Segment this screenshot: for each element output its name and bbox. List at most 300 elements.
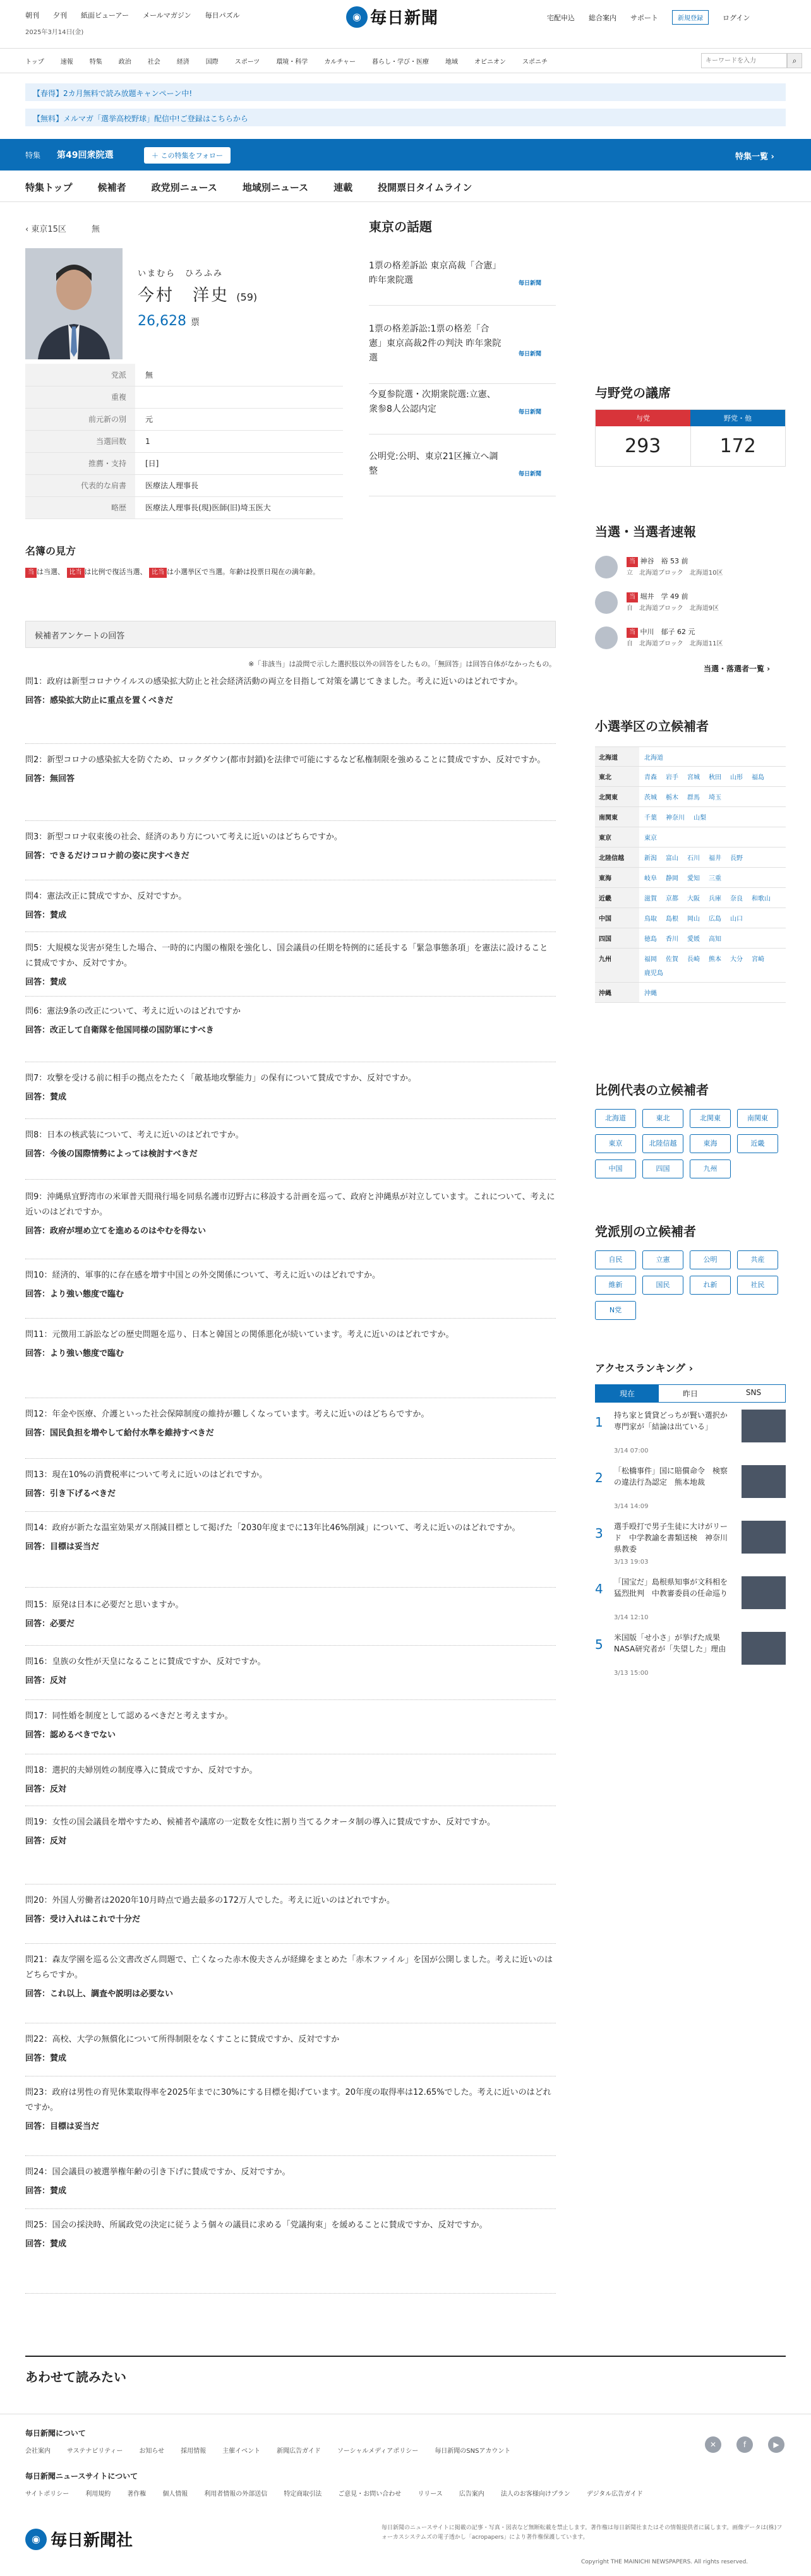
answer-label: 回答：	[25, 2239, 51, 2249]
prefecture-link[interactable]: 石川	[687, 855, 700, 862]
region-name: 東京	[595, 827, 639, 847]
header-link[interactable]: サポート	[630, 13, 658, 22]
pr-elected-badge: 比当	[67, 568, 85, 578]
party-button[interactable]: れ新	[690, 1276, 731, 1295]
survey-item	[25, 1071, 556, 1119]
seats-title: 与野党の議席	[595, 385, 671, 400]
ruling-label: 与党	[596, 410, 690, 426]
elected-badge: 当	[627, 592, 638, 602]
survey-question: 問8：日本の核武装について、考えに近いのはどれですか。	[25, 1130, 244, 1140]
follow-button[interactable]: ＋ この特集をフォロー	[144, 147, 231, 164]
survey-question: 問6：憲法9条の改正について、考えに近いのはどれですか	[25, 1007, 241, 1016]
prefecture-link[interactable]: 徳島	[644, 936, 657, 943]
prefecture-link[interactable]: 大分	[730, 956, 743, 963]
info-key: 推薦・支持	[25, 452, 135, 474]
region-name: 中国	[595, 908, 639, 928]
prefecture-link[interactable]: 神奈川	[666, 815, 685, 822]
header-link[interactable]: 宅配申込	[547, 13, 575, 22]
footer-link[interactable]: 法人のお客様向けプラン	[500, 2491, 570, 2498]
prefecture-link[interactable]: 静岡	[666, 875, 678, 882]
prefecture-link[interactable]: 滋賀	[644, 896, 657, 902]
party-button[interactable]: 国民	[642, 1276, 683, 1295]
answer-label: 回答：	[25, 1349, 51, 1358]
prefecture-link[interactable]: 岐阜	[644, 875, 657, 882]
footer-link[interactable]: 会社案内	[25, 2448, 51, 2455]
top-link[interactable]: 朝刊	[25, 11, 39, 20]
prefecture-link[interactable]: 三重	[709, 875, 721, 882]
answer-value: 賛成	[50, 2186, 67, 2196]
opposition-seats: 172	[719, 435, 756, 457]
site-logo[interactable]	[346, 5, 438, 28]
winner-detail: 自 北海道ブロック 北海道11区	[627, 640, 723, 647]
rank-number: 4	[595, 1581, 603, 1597]
prefecture-link[interactable]: 北海道	[644, 755, 663, 762]
rank-number: 1	[595, 1415, 603, 1430]
prefecture-link[interactable]: 宮崎	[752, 956, 764, 963]
footer-link[interactable]: サイトポリシー	[25, 2491, 69, 2498]
answer-label: 回答：	[25, 1226, 51, 1236]
pr-block-button[interactable]: 四国	[642, 1159, 683, 1178]
answer-value: 今後の国際情勢によっては検討すべきだ	[50, 1149, 198, 1159]
footer-link[interactable]: 主催イベント	[222, 2448, 261, 2455]
footer-link[interactable]: サステナビリティー	[67, 2448, 123, 2455]
prefecture-list	[639, 747, 786, 766]
subnav-item[interactable]: 特集トップ	[25, 182, 73, 193]
pr-block-button[interactable]: 東海	[690, 1134, 731, 1153]
party-button[interactable]: 自民	[595, 1250, 636, 1269]
ranking-item[interactable]	[595, 1465, 786, 1523]
prefecture-link[interactable]: 長野	[730, 855, 743, 862]
answer-label: 回答：	[25, 1489, 51, 1499]
answer-value: 必要だ	[50, 1619, 75, 1629]
answer-value: 改正して自衛隊を他国同様の国防軍にすべき	[50, 1026, 214, 1035]
twitter-icon[interactable]: ✕	[705, 2436, 721, 2453]
survey-answer	[25, 1023, 556, 1035]
survey-question: 問4：憲法改正に賛成ですか、反対ですか。	[25, 892, 187, 901]
candidate-kana: いまむら ひろふみ	[138, 269, 224, 279]
prefecture-link[interactable]: 鳥取	[644, 916, 657, 923]
prefecture-link[interactable]: 熊本	[709, 956, 721, 963]
subnav-item[interactable]: 候補者	[97, 182, 126, 193]
prefecture-link[interactable]: 栃木	[666, 794, 678, 801]
nav-item[interactable]: 社会	[147, 59, 160, 66]
survey-answer	[25, 2119, 556, 2131]
subnav-item[interactable]: 投開票日タイムライン	[378, 182, 472, 193]
answer-label: 回答：	[25, 696, 51, 705]
top-bar	[0, 0, 811, 36]
prefecture-link[interactable]: 千葉	[644, 815, 657, 822]
answer-label: 回答：	[25, 911, 51, 920]
elected-badge: 当	[25, 568, 37, 578]
prefecture-link[interactable]: 秋田	[709, 774, 721, 781]
main-nav	[0, 48, 811, 73]
elected-badge: 当	[627, 557, 638, 567]
answer-value: より強い態度で臨む	[50, 1290, 124, 1299]
rank-title: 持ち家と賃貸どっちが賢い選択か 専門家が「結論は出ている」	[614, 1411, 735, 1431]
survey-question: 問21：森友学園を巡る公文書改ざん問題で、亡くなった赤木俊夫さんが経緯をまとめた「赤木ファイル」を国が公開しました。考えに近いのはどちらですか。	[25, 1955, 553, 1980]
ranking-item[interactable]	[595, 1576, 786, 1634]
answer-label: 回答：	[25, 1915, 51, 1924]
answer-value: 賛成	[50, 2239, 67, 2249]
survey-question: 問22：高校、大学の無償化について所得制限をなくすことに賛成ですか、反対ですか	[25, 2035, 340, 2044]
prefecture-link[interactable]: 青森	[644, 774, 657, 781]
info-row	[25, 496, 343, 518]
footer-link[interactable]: 個人情報	[162, 2491, 188, 2498]
logo-emblem-icon: ◉	[346, 6, 368, 28]
nav-item[interactable]: 速報	[60, 59, 73, 66]
district-elected-badge: 比当	[149, 568, 167, 578]
footer-link[interactable]: お知らせ	[139, 2448, 165, 2455]
nav-item[interactable]: 国際	[205, 59, 219, 66]
prefecture-list	[639, 908, 786, 928]
winner-name-line	[627, 591, 688, 602]
rank-number: 3	[595, 1526, 603, 1541]
party-button[interactable]: 共産	[737, 1250, 778, 1269]
signup-button[interactable]: 新規登録	[672, 10, 709, 25]
youtube-icon[interactable]: ▶	[768, 2436, 784, 2453]
winner-item[interactable]	[595, 553, 786, 586]
winner-name: 堀井 学	[640, 592, 668, 601]
topic-title: 今夏参院選・次期衆院選:立憲、衆参8人公認内定	[369, 390, 496, 414]
answer-value: 目標は妥当だ	[50, 2122, 100, 2131]
prefecture-link[interactable]: 高知	[709, 936, 721, 943]
survey-answer	[25, 1487, 556, 1499]
pr-chips	[595, 1109, 786, 1178]
special-title[interactable]: 第49回衆院選	[57, 150, 114, 160]
legend-part: は比例で復活当選、	[84, 568, 147, 576]
survey-answer	[25, 1224, 556, 1236]
survey-question: 問20：外国人労働者は2020年10月時点で過去最多の172万人でした。考えに近いのはどれですか。	[25, 1896, 395, 1905]
prefecture-link[interactable]: 福岡	[644, 956, 657, 963]
party-button[interactable]: 社民	[737, 1276, 778, 1295]
survey-question: 問7：攻撃を受ける前に相手の拠点をたたく「敵基地攻撃能力」の保有について賛成ですか、反対ですか。	[25, 1074, 417, 1083]
nav-item[interactable]: 経済	[176, 59, 189, 66]
login-link[interactable]: ログイン	[723, 13, 750, 22]
prefecture-link[interactable]: 島根	[666, 916, 678, 923]
footer-link[interactable]: 広告案内	[459, 2491, 484, 2498]
pr-block-button[interactable]: 九州	[690, 1159, 731, 1178]
footer-heading: 毎日新聞について	[25, 2429, 86, 2438]
prefecture-link[interactable]: 宮城	[687, 774, 700, 781]
search-input[interactable]	[701, 53, 787, 68]
promo-banner[interactable]: 【春得】2カ月無料で読み放題キャンペーン中!	[25, 83, 786, 101]
survey-item	[25, 2165, 556, 2209]
info-value: 医療法人理事長	[135, 474, 343, 496]
tokyo-topic-item[interactable]	[369, 450, 556, 496]
special-list-link[interactable]: 特集一覧 ›	[735, 152, 774, 162]
prefecture-link[interactable]: 富山	[666, 855, 678, 862]
survey-answer	[25, 2051, 556, 2063]
winner-item[interactable]	[595, 624, 786, 657]
nav-item[interactable]: 環境・科学	[276, 59, 308, 66]
survey-header: 候補者アンケートの回答	[25, 621, 556, 648]
answer-value: 認めるべきでない	[50, 1730, 116, 1740]
info-row	[25, 452, 343, 474]
footer-link[interactable]: ご意見・お問い合わせ	[338, 2491, 402, 2498]
avatar	[595, 626, 618, 649]
survey-item	[25, 1655, 556, 1700]
subnav-item[interactable]: 政党別ニュース	[151, 182, 217, 193]
survey-question: 問11：元徴用工訴訟などの歴史問題を巡り、日本と韓国との関係悪化が続いています。考えに近いのはどれですか。	[25, 1330, 454, 1339]
prefecture-link[interactable]: 鹿児島	[644, 969, 663, 977]
winner-detail: 自 北海道ブロック 北海道9区	[627, 605, 719, 612]
prefecture-list	[639, 848, 786, 867]
nav-item[interactable]: スポニチ	[522, 59, 548, 66]
facebook-icon[interactable]: f	[736, 2436, 753, 2453]
footer-link[interactable]: リリース	[418, 2491, 443, 2498]
ranking-item[interactable]	[595, 1632, 786, 1690]
footer-link[interactable]: 著作権	[127, 2491, 147, 2498]
tokyo-topic-item[interactable]	[369, 388, 556, 434]
survey-question: 問15：原発は日本に必要だと思いますか。	[25, 1600, 184, 1610]
party-title: 党派別の立候補者	[595, 1224, 696, 1239]
ranking-title[interactable]: アクセスランキング ›	[595, 1362, 694, 1374]
survey-question: 問2：新型コロナの感染拡大を防ぐため、ロックダウン(都市封鎖)を法律で可能にするなど私権制限を強めることに賛成ですか、反対ですか。	[25, 755, 546, 765]
survey-item	[25, 1521, 556, 1588]
top-link[interactable]: 夕刊	[53, 11, 67, 20]
party-status: 無	[92, 225, 100, 234]
ranking-item[interactable]	[595, 1521, 786, 1579]
survey-question: 問19：女性の国会議員を増やすため、候補者や議席の一定数を女性に割り当てるクオータ制の導入に賛成ですか、反対ですか。	[25, 1818, 496, 1827]
tab-sns[interactable]: SNS	[745, 1388, 762, 1397]
prefecture-link[interactable]: 新潟	[644, 855, 657, 862]
nav-item[interactable]: トップ	[25, 59, 44, 66]
survey-answer	[25, 1426, 556, 1438]
answer-value: 無回答	[50, 774, 75, 784]
info-key: 党派	[25, 364, 135, 386]
survey-item	[25, 1407, 556, 1459]
rank-date: 3/14 14:09	[614, 1503, 649, 1510]
rank-date: 3/13 15:00	[614, 1670, 649, 1677]
answer-value: 国民負担を増やして給付水準を維持すべきだ	[50, 1429, 214, 1438]
rank-thumbnail	[742, 1521, 786, 1554]
rank-date: 3/14 07:00	[614, 1447, 649, 1454]
info-key: 代表的な肩書	[25, 474, 135, 496]
top-link[interactable]: 毎日パズル	[205, 11, 240, 20]
prefecture-link[interactable]: 愛媛	[687, 936, 700, 943]
pr-block-button[interactable]: 北陸信越	[642, 1134, 683, 1153]
pr-block-button[interactable]: 東北	[642, 1109, 683, 1128]
prefecture-link[interactable]: 広島	[709, 916, 721, 923]
answer-label: 回答：	[25, 1619, 51, 1629]
rank-title: 米国版「せ小さ」が挙げた成果 NASA研究者が「失望した」理由	[614, 1633, 728, 1653]
answer-value: 目標は妥当だ	[50, 1542, 100, 1552]
prefecture-link[interactable]: 山梨	[694, 815, 706, 822]
district-label[interactable]: 東京15区	[31, 225, 66, 234]
district-row	[595, 767, 786, 787]
topic-logo: 毎日新聞	[504, 453, 556, 493]
info-value: 元	[135, 408, 343, 430]
tab-current[interactable]: 現在	[596, 1385, 659, 1402]
footer-link[interactable]: デジタル広告ガイド	[586, 2491, 643, 2498]
top-link[interactable]: 紙面ビューアー	[81, 11, 129, 20]
pr-block-button[interactable]: 東京	[595, 1134, 636, 1153]
prefecture-link[interactable]: 香川	[666, 936, 678, 943]
avatar	[595, 556, 618, 578]
prefecture-link[interactable]: 埼玉	[709, 794, 721, 801]
logo-emblem-icon: ◉	[25, 2529, 47, 2550]
footer-link[interactable]: 毎日新聞のSNSアカウント	[435, 2448, 511, 2455]
prefecture-link[interactable]: 東京	[644, 835, 657, 842]
survey-answer	[25, 1617, 556, 1629]
prefecture-link[interactable]: 長崎	[687, 956, 700, 963]
party-button[interactable]: 公明	[690, 1250, 731, 1269]
answer-value: 賛成	[50, 2054, 67, 2063]
winner-item[interactable]	[595, 589, 786, 621]
prefecture-link[interactable]: 和歌山	[752, 896, 771, 902]
answer-value: 反対	[50, 1785, 67, 1794]
legend-title: 名簿の見方	[25, 545, 76, 557]
survey-question: 問14：政府が新たな温室効果ガス削減目標として掲げた「2030年度までに13年比46%削減」について、考えに近いのはどれですか。	[25, 1523, 520, 1533]
search-icon[interactable]: ⌕	[787, 53, 802, 68]
answer-value: 政府が埋め立てを進めるのはやむを得ない	[50, 1226, 207, 1236]
nav-item[interactable]: 暮らし・学び・医療	[372, 59, 430, 66]
special-label: 特集	[25, 151, 41, 160]
survey-item	[25, 1004, 556, 1062]
survey-answer	[25, 1912, 556, 1924]
related-title: あわせて読みたい	[25, 2369, 126, 2385]
survey-item	[25, 1709, 556, 1754]
winners-more-link[interactable]: 当選・落選者一覧 ›	[704, 664, 771, 673]
prefecture-link[interactable]: 群馬	[687, 794, 700, 801]
pr-block-button[interactable]: 近畿	[737, 1134, 778, 1153]
survey-item	[25, 1763, 556, 1806]
prefecture-list	[639, 767, 786, 786]
answer-value: より強い態度で臨む	[50, 1349, 124, 1358]
footer-link[interactable]: 利用規約	[85, 2491, 111, 2498]
pr-block-button[interactable]: 北海道	[595, 1109, 636, 1128]
rank-thumbnail	[742, 1465, 786, 1498]
top-links	[25, 10, 240, 20]
ranking-tabs	[595, 1384, 786, 1403]
footer-link[interactable]: 新聞広告ガイド	[277, 2448, 321, 2455]
answer-label: 回答：	[25, 1989, 51, 1999]
account-links	[547, 10, 750, 25]
pr-block-button[interactable]: 北関東	[690, 1109, 731, 1128]
answer-label: 回答：	[25, 1093, 51, 1102]
rank-thumbnail	[742, 1632, 786, 1665]
survey-answer	[25, 2237, 556, 2249]
answer-value: できるだけコロナ前の姿に戻すべきだ	[50, 851, 189, 861]
header-link[interactable]: 総合案内	[589, 13, 616, 22]
rank-title: 「国宝だ」島根県知事が文科相を猛烈批判 中教審委員の任命巡り	[614, 1578, 728, 1598]
party-button[interactable]: 維新	[595, 1276, 636, 1295]
top-link[interactable]: メールマガジン	[143, 11, 191, 20]
survey-answer	[25, 1674, 556, 1686]
ranking-item[interactable]	[595, 1410, 786, 1468]
region-name: 沖縄	[595, 983, 639, 1002]
survey-answer	[25, 1782, 556, 1794]
answer-label: 回答：	[25, 1730, 51, 1740]
info-row	[25, 386, 343, 408]
prefecture-link[interactable]: 佐賀	[666, 956, 678, 963]
pr-block-button[interactable]: 南関東	[737, 1109, 778, 1128]
pr-title: 比例代表の立候補者	[595, 1082, 709, 1098]
prefecture-link[interactable]: 愛知	[687, 875, 700, 882]
footer-link[interactable]: 特定商取引法	[284, 2491, 322, 2498]
answer-value: 賛成	[50, 911, 67, 920]
party-button[interactable]: 立憲	[642, 1250, 683, 1269]
topic-title: 公明党:公明、東京21区擁立へ調整	[369, 452, 498, 476]
survey-item	[25, 753, 556, 821]
answer-label: 回答：	[25, 1542, 51, 1552]
tab-yesterday[interactable]: 昨日	[682, 1389, 698, 1398]
prefecture-link[interactable]: 奈良	[730, 896, 743, 902]
prefecture-link[interactable]: 大阪	[687, 896, 700, 902]
info-key: 当選回数	[25, 430, 135, 452]
region-name: 北関東	[595, 787, 639, 806]
survey-item	[25, 1190, 556, 1259]
prefecture-link[interactable]: 岡山	[687, 916, 700, 923]
tokyo-topic-item[interactable]	[369, 259, 556, 306]
info-key: 略歴	[25, 496, 135, 518]
prefecture-link[interactable]: 京都	[666, 896, 678, 902]
nav-item[interactable]: 政治	[118, 59, 131, 66]
nav-item[interactable]: オピニオン	[474, 59, 507, 66]
footer-logo[interactable]	[25, 2527, 133, 2551]
survey-answer	[25, 1346, 556, 1358]
survey-question: 問9：沖縄県宜野湾市の米軍普天間飛行場を同県名護市辺野古に移設する計画を巡って、政府と沖縄県が対立しています。これについて、考えに近いのはどれですか。	[25, 1192, 555, 1217]
prefecture-link[interactable]: 福井	[709, 855, 721, 862]
survey-answer	[25, 975, 556, 987]
survey-item	[25, 2032, 556, 2076]
survey-answer	[25, 1834, 556, 1846]
district-row	[595, 787, 786, 807]
candidate-age: (59)	[236, 291, 258, 303]
answer-label: 回答：	[25, 2122, 51, 2131]
nav-item[interactable]: カルチャー	[324, 59, 356, 66]
tokyo-topic-item[interactable]	[369, 322, 556, 384]
prefecture-list	[639, 807, 786, 827]
prefecture-link[interactable]: 茨城	[644, 794, 657, 801]
legend-text	[25, 565, 343, 580]
party-button[interactable]: N党	[595, 1301, 636, 1320]
ruling-seats: 293	[596, 426, 691, 466]
winner-name: 中川 郁子	[640, 628, 675, 636]
footer-link[interactable]: 利用者情報の外部送信	[204, 2491, 268, 2498]
survey-question: 問1：政府は新型コロナウイルスの感染拡大防止と社会経済活動の両立を目指して対策を講じてきました。考えに近いのはどれですか。	[25, 677, 523, 686]
prefecture-link[interactable]: 沖縄	[644, 990, 657, 997]
rank-title: 「松橋事件」国に賠償命令 検察の違法行為認定 熊本地裁	[614, 1466, 728, 1487]
prefecture-link[interactable]: 岩手	[666, 774, 678, 781]
candidate-info-table	[25, 364, 343, 519]
survey-item	[25, 889, 556, 932]
answer-label: 回答：	[25, 1785, 51, 1794]
nav-item[interactable]: 地域	[445, 59, 459, 66]
pr-block-button[interactable]: 中国	[595, 1159, 636, 1178]
prefecture-link[interactable]: 山形	[730, 774, 743, 781]
nav-item[interactable]: スポーツ	[234, 59, 260, 66]
nav-items	[25, 56, 548, 66]
info-value	[135, 386, 343, 408]
prefecture-link[interactable]: 山口	[730, 916, 743, 923]
subnav-item[interactable]: 地域別ニュース	[242, 182, 309, 193]
answer-value: これ以上、調査や説明は必要ない	[50, 1989, 174, 1999]
info-row	[25, 408, 343, 430]
nav-item[interactable]: 特集	[89, 59, 102, 66]
winner-age: 53 前	[670, 557, 688, 565]
candidate-name-text: 今村 洋史	[138, 286, 230, 305]
subnav-item[interactable]: 連載	[333, 182, 353, 193]
info-value: [日]	[135, 452, 343, 474]
prefecture-link[interactable]: 兵庫	[709, 896, 721, 902]
footer-link[interactable]: 採用情報	[181, 2448, 207, 2455]
promo-banner[interactable]: 【無料】メルマガ「選挙高校野球」配信中!ご登録はこちらから	[25, 109, 786, 126]
footer-link[interactable]: ソーシャルメディアポリシー	[337, 2448, 419, 2455]
winners-title: 当選・当選者速報	[595, 524, 696, 539]
prefecture-link[interactable]: 福島	[752, 774, 764, 781]
breadcrumb	[25, 222, 100, 234]
